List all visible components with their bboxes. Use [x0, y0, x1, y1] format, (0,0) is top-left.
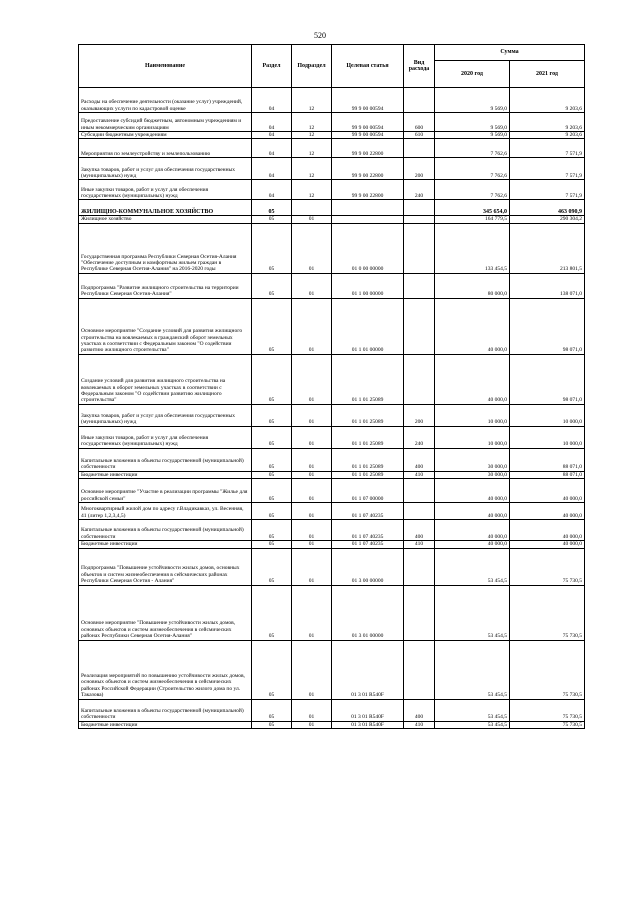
row-sum-2020: 53 454,5	[435, 721, 510, 728]
row-target-article: 99 9 00 22800	[332, 180, 404, 200]
header-year-2020: 2020 год	[435, 61, 510, 88]
row-name: Основное мероприятие "Повышение устойчивости жилых домов, основных объектов и систем жизнеобеспечения в сейсмических районах Республики Северная Осетия-Алания"	[79, 585, 252, 640]
page-number: 520	[314, 31, 326, 40]
row-podrazdel: 01	[292, 404, 332, 426]
table-row	[79, 721, 585, 728]
table-row	[79, 548, 585, 585]
row-sum-2020: 30 000,0	[435, 448, 510, 471]
row-expense-type: 610	[404, 132, 435, 139]
table-row	[79, 298, 585, 354]
row-razdel: 04	[252, 158, 292, 180]
row-sum-2021: 98 071,0	[510, 354, 585, 404]
row-expense-type	[404, 223, 435, 273]
row-sum-2021: 98 071,0	[510, 298, 585, 354]
table-row	[79, 479, 585, 503]
row-target-article: 01 3 01 R540F	[332, 721, 404, 728]
row-razdel: 05	[252, 548, 292, 585]
row-target-article: 01 1 07 40235	[332, 520, 404, 541]
row-expense-type	[404, 139, 435, 158]
row-sum-2020: 40 000,0	[435, 298, 510, 354]
row-podrazdel: 12	[292, 132, 332, 139]
header-podrazdel: Подраздел	[292, 45, 332, 88]
row-sum-2020: 40 000,0	[435, 479, 510, 503]
row-name: Основное мероприятие "Создание условий для развития жилищного строительства на вовлекаемых в гражданский оборот земельных участках в соответствии с Федеральным законом "О содействии развитию жилищного строительства"	[79, 298, 252, 354]
row-razdel: 05	[252, 503, 292, 520]
row-razdel: 05	[252, 721, 292, 728]
row-target-article: 01 0 00 00000	[332, 223, 404, 273]
row-sum-2021: 88 071,0	[510, 471, 585, 478]
row-expense-type: 200	[404, 404, 435, 426]
row-razdel: 04	[252, 113, 292, 132]
row-podrazdel: 01	[292, 548, 332, 585]
row-name: Предоставление субсидий бюджетным, автономным учреждениям и иным некоммерческим организациям	[79, 113, 252, 132]
row-podrazdel: 01	[292, 448, 332, 471]
row-sum-2020: 53 454,5	[435, 548, 510, 585]
row-expense-type: 200	[404, 158, 435, 180]
table-row	[79, 640, 585, 699]
row-target-article: 01 1 01 25089	[332, 426, 404, 448]
row-expense-type	[404, 585, 435, 640]
row-sum-2020: 10 000,0	[435, 426, 510, 448]
row-podrazdel: 12	[292, 180, 332, 200]
row-expense-type: 410	[404, 541, 435, 548]
row-razdel: 04	[252, 180, 292, 200]
row-podrazdel: 01	[292, 520, 332, 541]
table-row	[79, 520, 585, 541]
row-target-article	[332, 216, 404, 223]
row-podrazdel: 01	[292, 503, 332, 520]
row-podrazdel: 01	[292, 721, 332, 728]
row-razdel: 05	[252, 699, 292, 721]
row-podrazdel: 12	[292, 113, 332, 132]
row-target-article: 99 9 00 00594	[332, 88, 404, 113]
row-sum-2021: 40 000,0	[510, 479, 585, 503]
row-sum-2020: 345 654,0	[435, 200, 510, 216]
row-expense-type	[404, 640, 435, 699]
row-name: Многоквартирный жилой дом по адресу г.Владикавказ, ул. Весенняя, 41 (литер 1,2,3,4,5)	[79, 503, 252, 520]
table-row	[79, 139, 585, 158]
row-expense-type: 600	[404, 113, 435, 132]
row-sum-2021: 40 000,0	[510, 520, 585, 541]
row-sum-2021: 7 571,9	[510, 180, 585, 200]
row-expense-type: 410	[404, 471, 435, 478]
table-row	[79, 223, 585, 273]
table-row	[79, 216, 585, 223]
row-name: Бюджетные инвестиции	[79, 541, 252, 548]
row-target-article: 01 3 01 00000	[332, 585, 404, 640]
table-row	[79, 471, 585, 478]
row-podrazdel: 01	[292, 541, 332, 548]
row-name: Подпрограмма "Развитие жилищного строительства на территории Республики Северная Осетия-Алания"	[79, 273, 252, 298]
row-podrazdel: 12	[292, 158, 332, 180]
row-sum-2021: 138 071,0	[510, 273, 585, 298]
row-target-article: 01 1 07 40235	[332, 541, 404, 548]
row-sum-2020: 164 779,5	[435, 216, 510, 223]
row-sum-2021: 7 571,9	[510, 139, 585, 158]
row-sum-2021: 10 000,0	[510, 426, 585, 448]
table-row	[79, 541, 585, 548]
row-podrazdel: 01	[292, 273, 332, 298]
row-sum-2020: 9 569,0	[435, 88, 510, 113]
row-name: Иные закупки товаров, работ и услуг для обеспечения государственных (муниципальных) нужд	[79, 426, 252, 448]
row-sum-2021: 75 730,5	[510, 585, 585, 640]
row-podrazdel: 01	[292, 223, 332, 273]
row-sum-2020: 40 000,0	[435, 541, 510, 548]
row-target-article: 01 1 01 25089	[332, 448, 404, 471]
row-sum-2020: 7 762,6	[435, 139, 510, 158]
budget-table	[78, 44, 585, 729]
header-target-article: Целевая статья	[332, 45, 404, 88]
row-expense-type: 400	[404, 520, 435, 541]
table-row	[79, 113, 585, 132]
row-podrazdel: 01	[292, 426, 332, 448]
row-target-article: 01 3 01 R540F	[332, 699, 404, 721]
row-sum-2021: 463 090,9	[510, 200, 585, 216]
row-name: Субсидии бюджетным учреждениям	[79, 132, 252, 139]
row-expense-type	[404, 200, 435, 216]
row-name: Государственная программа Республики Северная Осетия-Алания "Обеспечение доступным и комфортным жильем граждан в Республике Северная Осетия-Алания" на 2016-2020 годы	[79, 223, 252, 273]
header-expense-type: Вид расхода	[404, 45, 435, 88]
row-target-article: 99 9 00 22800	[332, 158, 404, 180]
table-row	[79, 158, 585, 180]
header-razdel: Раздел	[252, 45, 292, 88]
header-sum: Сумма	[435, 45, 585, 61]
row-razdel: 05	[252, 200, 292, 216]
table-body	[79, 88, 585, 729]
row-sum-2021: 213 801,5	[510, 223, 585, 273]
row-name: Подпрограмма "Повышение устойчивости жилых домов, основных объектов и систем жизнеобеспечения в сейсмических районах Республики Северная Осетия - Алания"	[79, 548, 252, 585]
row-name: Жилищное хозяйство	[79, 216, 252, 223]
row-target-article: 01 1 01 25089	[332, 471, 404, 478]
row-podrazdel: 12	[292, 88, 332, 113]
row-razdel: 05	[252, 216, 292, 223]
row-name: Бюджетные инвестиции	[79, 721, 252, 728]
row-razdel: 05	[252, 471, 292, 478]
row-razdel: 05	[252, 273, 292, 298]
row-sum-2020: 80 000,0	[435, 273, 510, 298]
table-row	[79, 585, 585, 640]
row-name: Реализация мероприятий по повышению устойчивости жилых домов, основных объектов и систем жизнеобеспечения в сейсмических районах Российской Федерации (Строительство жилого дома по ул. Таказова)	[79, 640, 252, 699]
row-sum-2020: 30 000,0	[435, 471, 510, 478]
row-sum-2021: 10 000,0	[510, 404, 585, 426]
row-sum-2021: 75 730,5	[510, 699, 585, 721]
row-sum-2020: 7 762,6	[435, 158, 510, 180]
row-sum-2021: 88 071,0	[510, 448, 585, 471]
row-sum-2020: 9 569,0	[435, 132, 510, 139]
row-target-article: 99 9 00 22800	[332, 139, 404, 158]
row-expense-type	[404, 354, 435, 404]
row-sum-2021: 40 000,0	[510, 503, 585, 520]
row-sum-2021: 40 000,0	[510, 541, 585, 548]
row-podrazdel: 01	[292, 479, 332, 503]
table-row	[79, 180, 585, 200]
row-podrazdel: 01	[292, 216, 332, 223]
row-razdel: 05	[252, 448, 292, 471]
row-name: ЖИЛИЩНО-КОММУНАЛЬНОЕ ХОЗЯЙСТВО	[79, 200, 252, 216]
table-row	[79, 404, 585, 426]
row-sum-2020: 40 000,0	[435, 354, 510, 404]
row-name: Основное мероприятие "Участие в реализации программы "Жилье для российской семьи"	[79, 479, 252, 503]
row-target-article: 01 1 07 00000	[332, 479, 404, 503]
table-row	[79, 354, 585, 404]
row-target-article: 01 1 01 25089	[332, 354, 404, 404]
row-podrazdel: 01	[292, 585, 332, 640]
row-name: Капитальные вложения в объекты государственной (муниципальной) собственности	[79, 520, 252, 541]
row-sum-2020: 9 569,0	[435, 113, 510, 132]
row-razdel: 05	[252, 426, 292, 448]
row-target-article: 99 9 00 00594	[332, 113, 404, 132]
row-razdel: 05	[252, 298, 292, 354]
row-expense-type	[404, 273, 435, 298]
row-expense-type: 240	[404, 426, 435, 448]
row-razdel: 05	[252, 640, 292, 699]
row-target-article: 01 3 01 R540F	[332, 640, 404, 699]
row-podrazdel: 12	[292, 139, 332, 158]
row-expense-type	[404, 88, 435, 113]
row-razdel: 05	[252, 585, 292, 640]
row-target-article: 01 1 07 40235	[332, 503, 404, 520]
row-podrazdel: 01	[292, 640, 332, 699]
row-expense-type: 410	[404, 721, 435, 728]
row-sum-2020: 7 762,6	[435, 180, 510, 200]
row-podrazdel	[292, 200, 332, 216]
row-sum-2020: 40 000,0	[435, 520, 510, 541]
row-sum-2020: 10 000,0	[435, 404, 510, 426]
row-target-article: 01 1 01 25089	[332, 404, 404, 426]
row-name: Иные закупки товаров, работ и услуг для обеспечения государственных (муниципальных) нужд	[79, 180, 252, 200]
row-sum-2021: 75 730,5	[510, 721, 585, 728]
row-expense-type: 240	[404, 180, 435, 200]
row-target-article: 01 1 00 00000	[332, 273, 404, 298]
row-target-article: 01 1 01 00000	[332, 298, 404, 354]
table-row	[79, 200, 585, 216]
table-row	[79, 88, 585, 113]
header-year-2021: 2021 год	[510, 61, 585, 88]
row-razdel: 04	[252, 88, 292, 113]
row-name: Бюджетные инвестиции	[79, 471, 252, 478]
row-name: Расходы на обеспечение деятельности (оказание услуг) учреждений, оказывающих услуги по кадастровой оценке	[79, 88, 252, 113]
row-expense-type	[404, 298, 435, 354]
row-sum-2020: 133 454,5	[435, 223, 510, 273]
table-row	[79, 273, 585, 298]
row-sum-2020: 53 454,5	[435, 699, 510, 721]
row-sum-2021: 290 304,2	[510, 216, 585, 223]
row-sum-2020: 53 454,5	[435, 585, 510, 640]
row-name: Капитальные вложения в объекты государственной (муниципальной) собственности	[79, 699, 252, 721]
row-target-article: 01 3 00 00000	[332, 548, 404, 585]
row-razdel: 05	[252, 354, 292, 404]
row-target-article: 99 9 00 00594	[332, 132, 404, 139]
row-sum-2021: 9 203,6	[510, 113, 585, 132]
row-razdel: 04	[252, 132, 292, 139]
row-razdel: 05	[252, 541, 292, 548]
row-razdel: 05	[252, 479, 292, 503]
row-expense-type	[404, 503, 435, 520]
row-podrazdel: 01	[292, 298, 332, 354]
row-razdel: 05	[252, 520, 292, 541]
row-sum-2021: 7 571,9	[510, 158, 585, 180]
row-razdel: 05	[252, 223, 292, 273]
row-razdel: 04	[252, 139, 292, 158]
row-podrazdel: 01	[292, 699, 332, 721]
table-row	[79, 503, 585, 520]
row-sum-2021: 9 203,6	[510, 132, 585, 139]
row-expense-type	[404, 216, 435, 223]
table-row	[79, 699, 585, 721]
row-sum-2021: 75 730,5	[510, 640, 585, 699]
row-expense-type	[404, 548, 435, 585]
row-expense-type: 400	[404, 699, 435, 721]
row-name: Мероприятия по землеустройству и землепользованию	[79, 139, 252, 158]
row-name: Создание условий для развития жилищного строительства на вовлекаемых в оборот земельных участках в соответствии с Федеральным законом "О содействии развитию жилищного строительства"	[79, 354, 252, 404]
row-razdel: 05	[252, 404, 292, 426]
row-sum-2021: 75 730,5	[510, 548, 585, 585]
header-name: Наименование	[79, 45, 252, 88]
table-row	[79, 448, 585, 471]
row-name: Закупка товаров, работ и услуг для обеспечения государственных (муниципальных) нужд	[79, 158, 252, 180]
row-sum-2020: 53 454,5	[435, 640, 510, 699]
table-row	[79, 132, 585, 139]
row-target-article	[332, 200, 404, 216]
table-row	[79, 426, 585, 448]
row-podrazdel: 01	[292, 354, 332, 404]
row-name: Капитальные вложения в объекты государственной (муниципальной) собственности	[79, 448, 252, 471]
row-sum-2020: 40 000,0	[435, 503, 510, 520]
row-expense-type: 400	[404, 448, 435, 471]
row-sum-2021: 9 203,6	[510, 88, 585, 113]
row-expense-type	[404, 479, 435, 503]
row-podrazdel: 01	[292, 471, 332, 478]
row-name: Закупка товаров, работ и услуг для обеспечения государственных (муниципальных) нужд	[79, 404, 252, 426]
